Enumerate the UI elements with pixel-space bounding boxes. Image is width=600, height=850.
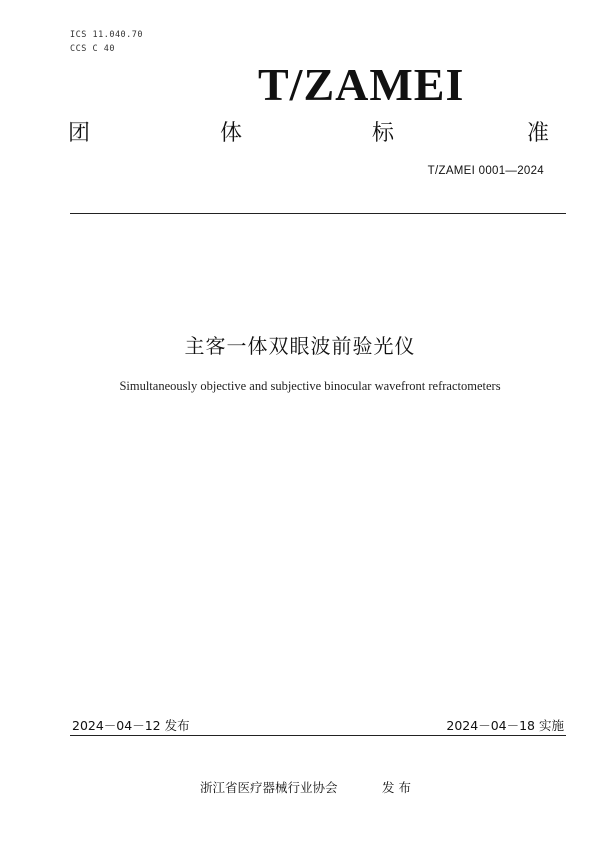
standard-code: T/ZAMEI 0001—2024 [427, 165, 544, 177]
implementation-date: 2024－04－18 实施 [446, 718, 564, 733]
category-char-2: 体 [220, 121, 243, 146]
ccs-number: CCS C 40 [70, 44, 115, 54]
footer-divider [70, 735, 566, 736]
header-divider [70, 213, 566, 214]
title-english: Simultaneously objective and subjective binocular wavefront refractometers [119, 379, 501, 393]
standard-logo: T/ZAMEI [258, 59, 465, 110]
category-char-3: 标 [372, 121, 395, 146]
publish-label: 发 布 [382, 780, 411, 795]
category-char-1: 团 [68, 121, 91, 146]
category-char-4: 准 [527, 121, 550, 146]
title-chinese: 主客一体双眼波前验光仪 [184, 334, 416, 358]
publisher-name: 浙江省医疗器械行业协会 [200, 780, 338, 795]
ics-number: ICS 11.040.70 [70, 30, 144, 40]
issue-date: 2024－04－12 发布 [72, 718, 190, 733]
